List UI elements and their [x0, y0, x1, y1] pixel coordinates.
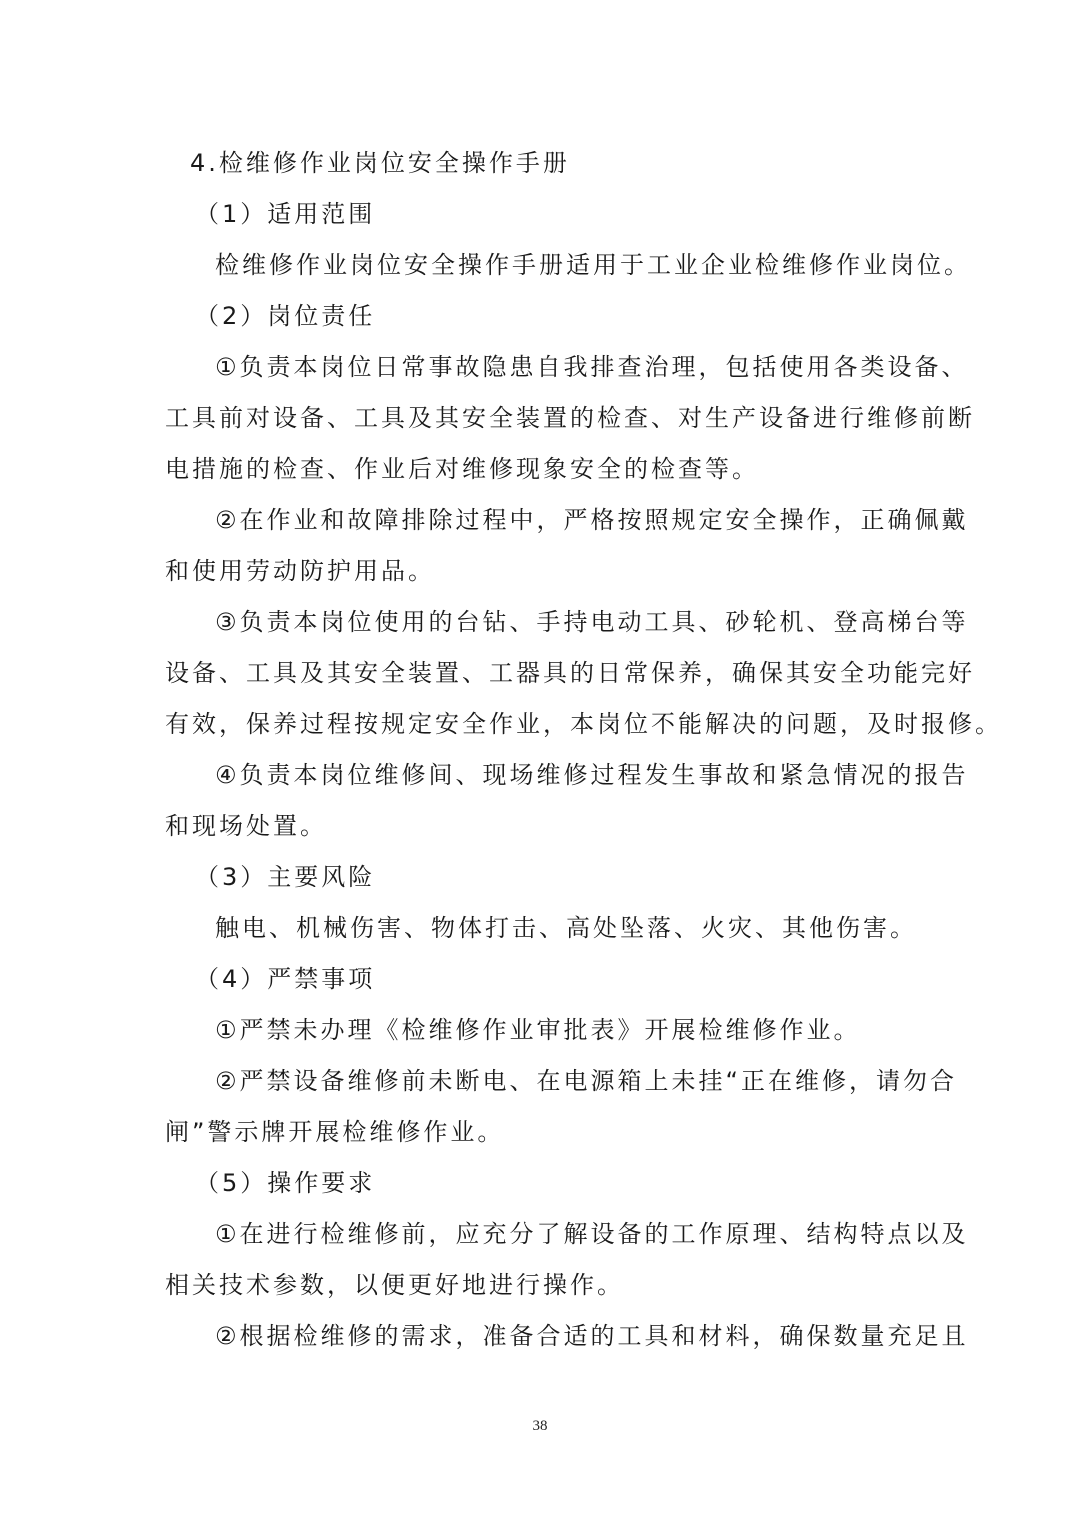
- paragraph-line: 相关技术参数，以便更好地进行操作。: [165, 1271, 624, 1299]
- subsection-heading: （2）岗位责任: [195, 302, 376, 330]
- paragraph-line: 设备、工具及其安全装置、工器具的日常保养，确保其安全功能完好: [165, 659, 975, 687]
- section-heading: 4.检维修作业岗位安全操作手册: [190, 149, 570, 177]
- paragraph-line: ④负责本岗位维修间、现场维修过程发生事故和紧急情况的报告: [215, 761, 969, 789]
- paragraph-line: 检维修作业岗位安全操作手册适用于工业企业检维修作业岗位。: [215, 251, 971, 279]
- paragraph-line: 电措施的检查、作业后对维修现象安全的检查等。: [165, 455, 759, 483]
- subsection-heading: （5）操作要求: [195, 1169, 376, 1197]
- paragraph-line: 和使用劳动防护用品。: [165, 557, 435, 585]
- paragraph-line: 触电、机械伤害、物体打击、高处坠落、火灾、其他伤害。: [215, 914, 917, 942]
- paragraph-line: 和现场处置。: [165, 812, 327, 840]
- paragraph-line: ②在作业和故障排除过程中，严格按照规定安全操作，正确佩戴: [215, 506, 969, 534]
- paragraph-line: ②严禁设备维修前未断电、在电源箱上未挂“正在维修，请勿合: [215, 1067, 957, 1095]
- paragraph-line: ②根据检维修的需求，准备合适的工具和材料，确保数量充足且: [215, 1322, 969, 1350]
- subsection-heading: （3）主要风险: [195, 863, 376, 891]
- paragraph-line: ①在进行检维修前，应充分了解设备的工作原理、结构特点以及: [215, 1220, 969, 1248]
- paragraph-line: 闸”警示牌开展检维修作业。: [165, 1118, 505, 1146]
- paragraph-line: 工具前对设备、工具及其安全装置的检查、对生产设备进行维修前断: [165, 404, 975, 432]
- paragraph-line: ③负责本岗位使用的台钻、手持电动工具、砂轮机、登高梯台等: [215, 608, 969, 636]
- subsection-heading: （1）适用范围: [195, 200, 376, 228]
- paragraph-line: ①严禁未办理《检维修作业审批表》开展检维修作业。: [215, 1016, 861, 1044]
- subsection-heading: （4）严禁事项: [195, 965, 376, 993]
- paragraph-line: ①负责本岗位日常事故隐患自我排查治理，包括使用各类设备、: [215, 353, 969, 381]
- page-number: 38: [532, 1418, 548, 1434]
- paragraph-line: 有效，保养过程按规定安全作业，本岗位不能解决的问题，及时报修。: [165, 710, 1002, 738]
